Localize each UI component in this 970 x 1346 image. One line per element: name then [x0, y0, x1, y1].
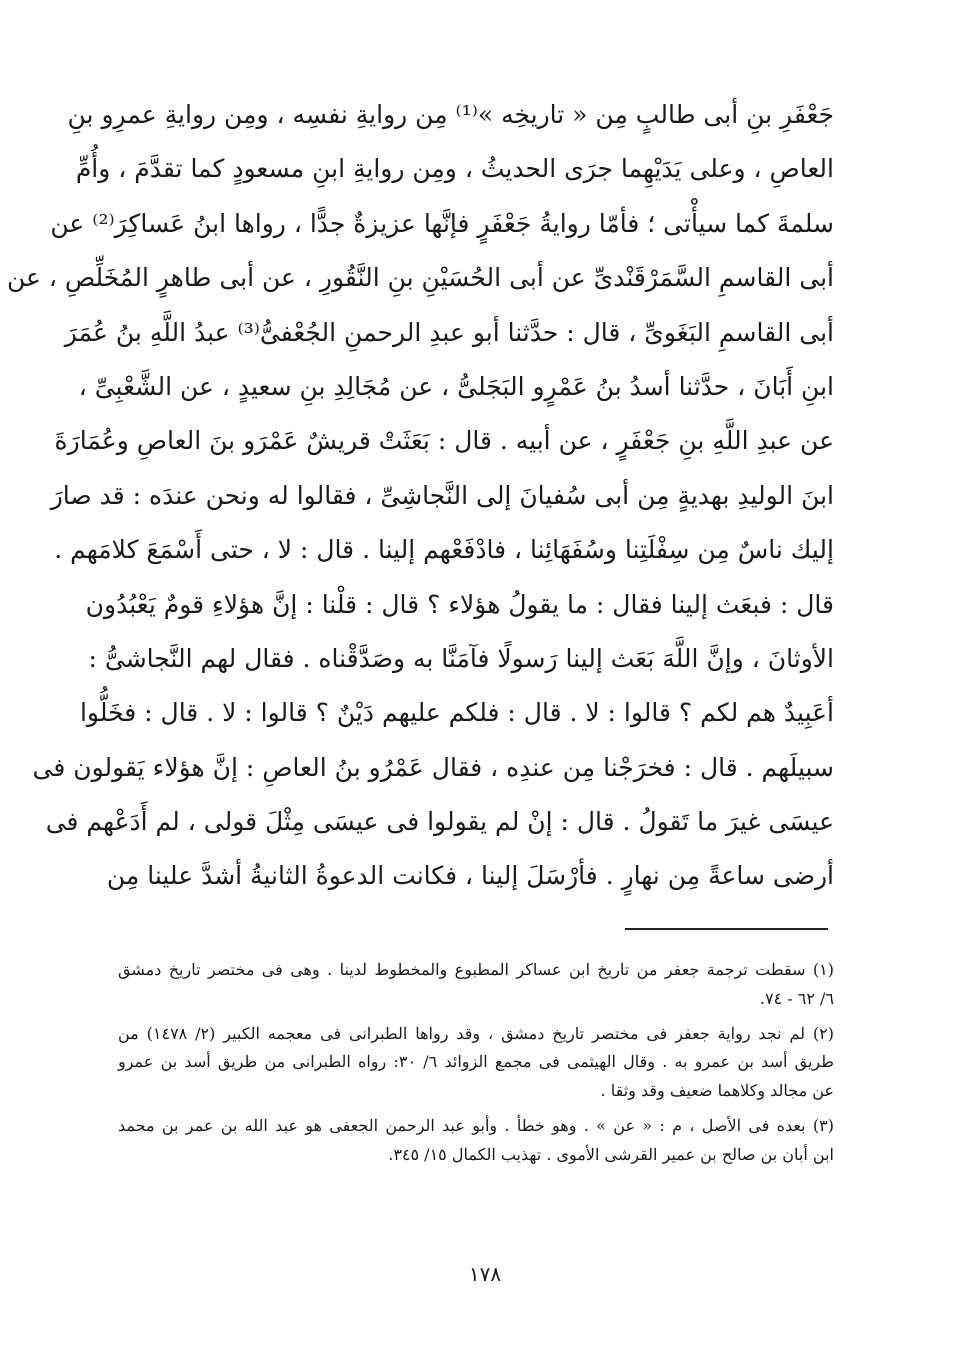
footnote-line: ٦/ ٦٢ - ٧٤.: [759, 988, 834, 1008]
text-line: عيسَى غيرَ ما تَقولُ . قال : إنْ لم يقولوا فى عيسَى مِثْلَ قولى ، لم أَدَعْهم فى: [45, 807, 834, 837]
footnote-line: عن مجالد وكلاهما ضعيف وقد وثقا .: [600, 1081, 834, 1101]
main-text-block: [6, 88, 834, 904]
page-number: ١٧٨: [468, 1262, 502, 1286]
footnote-line: ابن أبان بن صالح بن عمير القرشى الأموى . تهذيب الكمال ١٥/ ٣٤٥.: [388, 1144, 834, 1164]
text-line: أبى القاسمِ السَّمَرْقَنْدىِّ عن أبى الحُسَيْنِ بنِ النَّقُورِ ، عن أبى طاهرٍ المُخَلِّصِ ، عن: [6, 263, 834, 293]
footnote-1: [118, 956, 834, 1014]
text-line: ابنِ أَبَانَ ، حدَّثنا أسدُ بنُ عَمْرٍو البَجَلىُّ ، عن مُجَالِدِ بنِ سعيدٍ ، عن الشَّعْبِىِّ ،: [78, 371, 834, 401]
footnote-3: [118, 1112, 834, 1170]
footnote-line: (١) سقطت ترجمة جعفر من تاريخ ابن عساكر المطبوع والمخطوط لدينا . وهى فى مختصر تاريخ دمشق: [118, 960, 834, 979]
text-line: أعَبِيدٌ هم لكم ؟ قالوا : لا . قال : فلكم عليهم دَيْنٌ ؟ قالوا : لا . قال : فخَلُّوا: [79, 698, 834, 728]
footnote-line: (٣) بعده فى الأصل ، م : « عن » . وهو خطأ . وأبو عبد الرحمن الجعفى هو عبد الله بن عمر بن محمد: [118, 1115, 834, 1135]
footnote-2: [118, 1020, 834, 1106]
text-line: عن عبدِ اللَّهِ بنِ جَعْفَرٍ ، عن أبيه . قال : بَعَثَتْ قريشٌ عَمْرَو بنَ العاصِ وعُمَارَةَ: [54, 426, 834, 456]
footnote-separator: [625, 928, 828, 930]
text-line: ابنَ الوليدِ بهديةٍ مِن أبى سُفيانَ إلى النَّجاشِىِّ ، فقالوا له ونحن عندَه : قد صارَ: [50, 480, 834, 510]
text-line: سلمةَ كما سيأْتى ؛ فأمّا روايةُ جَعْفَرٍ فإنَّها عزيزةٌ جدًّا ، رواها ابنُ عَساكِرَ⁽²⁾ عن: [50, 208, 834, 238]
text-line: إليك ناسٌ مِن سِفْلَتِنا وسُفَهَائِنا ، فادْفَعْهم إلينا . قال : لا ، حتى أَسْمَعَ كلامَهم .: [54, 535, 834, 565]
text-line: أبى القاسمِ البَغَوىِّ ، قال : حدَّثنا أبو عبدِ الرحمنِ الجُعْفىُّ⁽³⁾ عبدُ اللَّهِ بنُ عُمَرَ: [64, 317, 834, 347]
text-line: سبيلَهم . قال : فخرَجْنا مِن عندِه ، فقال عَمْرُو بنُ العاصِ : إنَّ هؤلاء يَقولون فى: [32, 752, 834, 782]
footnote-line: (٢) لم نجد رواية جعفر فى مختصر تاريخ دمشق ، وقد رواها الطبرانى فى معجمه الكبير (٢/ ١٤٧٨) من: [118, 1023, 834, 1043]
footnotes-block: [118, 956, 834, 1170]
footnote-line: طريق أسد بن عمرو به . وقال الهيثمى فى مجمع الزوائد ٦/ ٣٠: رواه الطبرانى من طريق أسد بن عمرو: [118, 1052, 834, 1072]
text-line: قال : فبعَث إلينا فقال : ما يقولُ هؤلاء ؟ قال : قلْنا : إنَّ هؤلاءِ قومٌ يَعْبُدُون: [85, 589, 834, 619]
text-line: الأوثانَ ، وإنَّ اللَّهَ بَعَث إلينا رَسولًا فآمَنَّا به وصَدَّقْناه . فقال لهم النَّجاشىُّ :: [88, 643, 834, 673]
text-line: العاصِ ، وعلى يَدَيْهِما جرَى الحديثُ ، ومِن روايةِ ابنِ مسعودٍ كما تقدَّمَ ، وأُمِّ: [75, 154, 834, 184]
text-line: أرضى ساعةً مِن نهارٍ . فأرْسَلَ إلينا ، فكانت الدعوةُ الثانيةُ أشدَّ علينا مِن: [106, 861, 834, 891]
text-line: جَعْفَرِ بنِ أبى طالبٍ مِن « تاريخِه »⁽¹⁾ مِن روايةِ نفسِه ، ومِن روايةِ عمرِو بنِ: [67, 100, 834, 129]
